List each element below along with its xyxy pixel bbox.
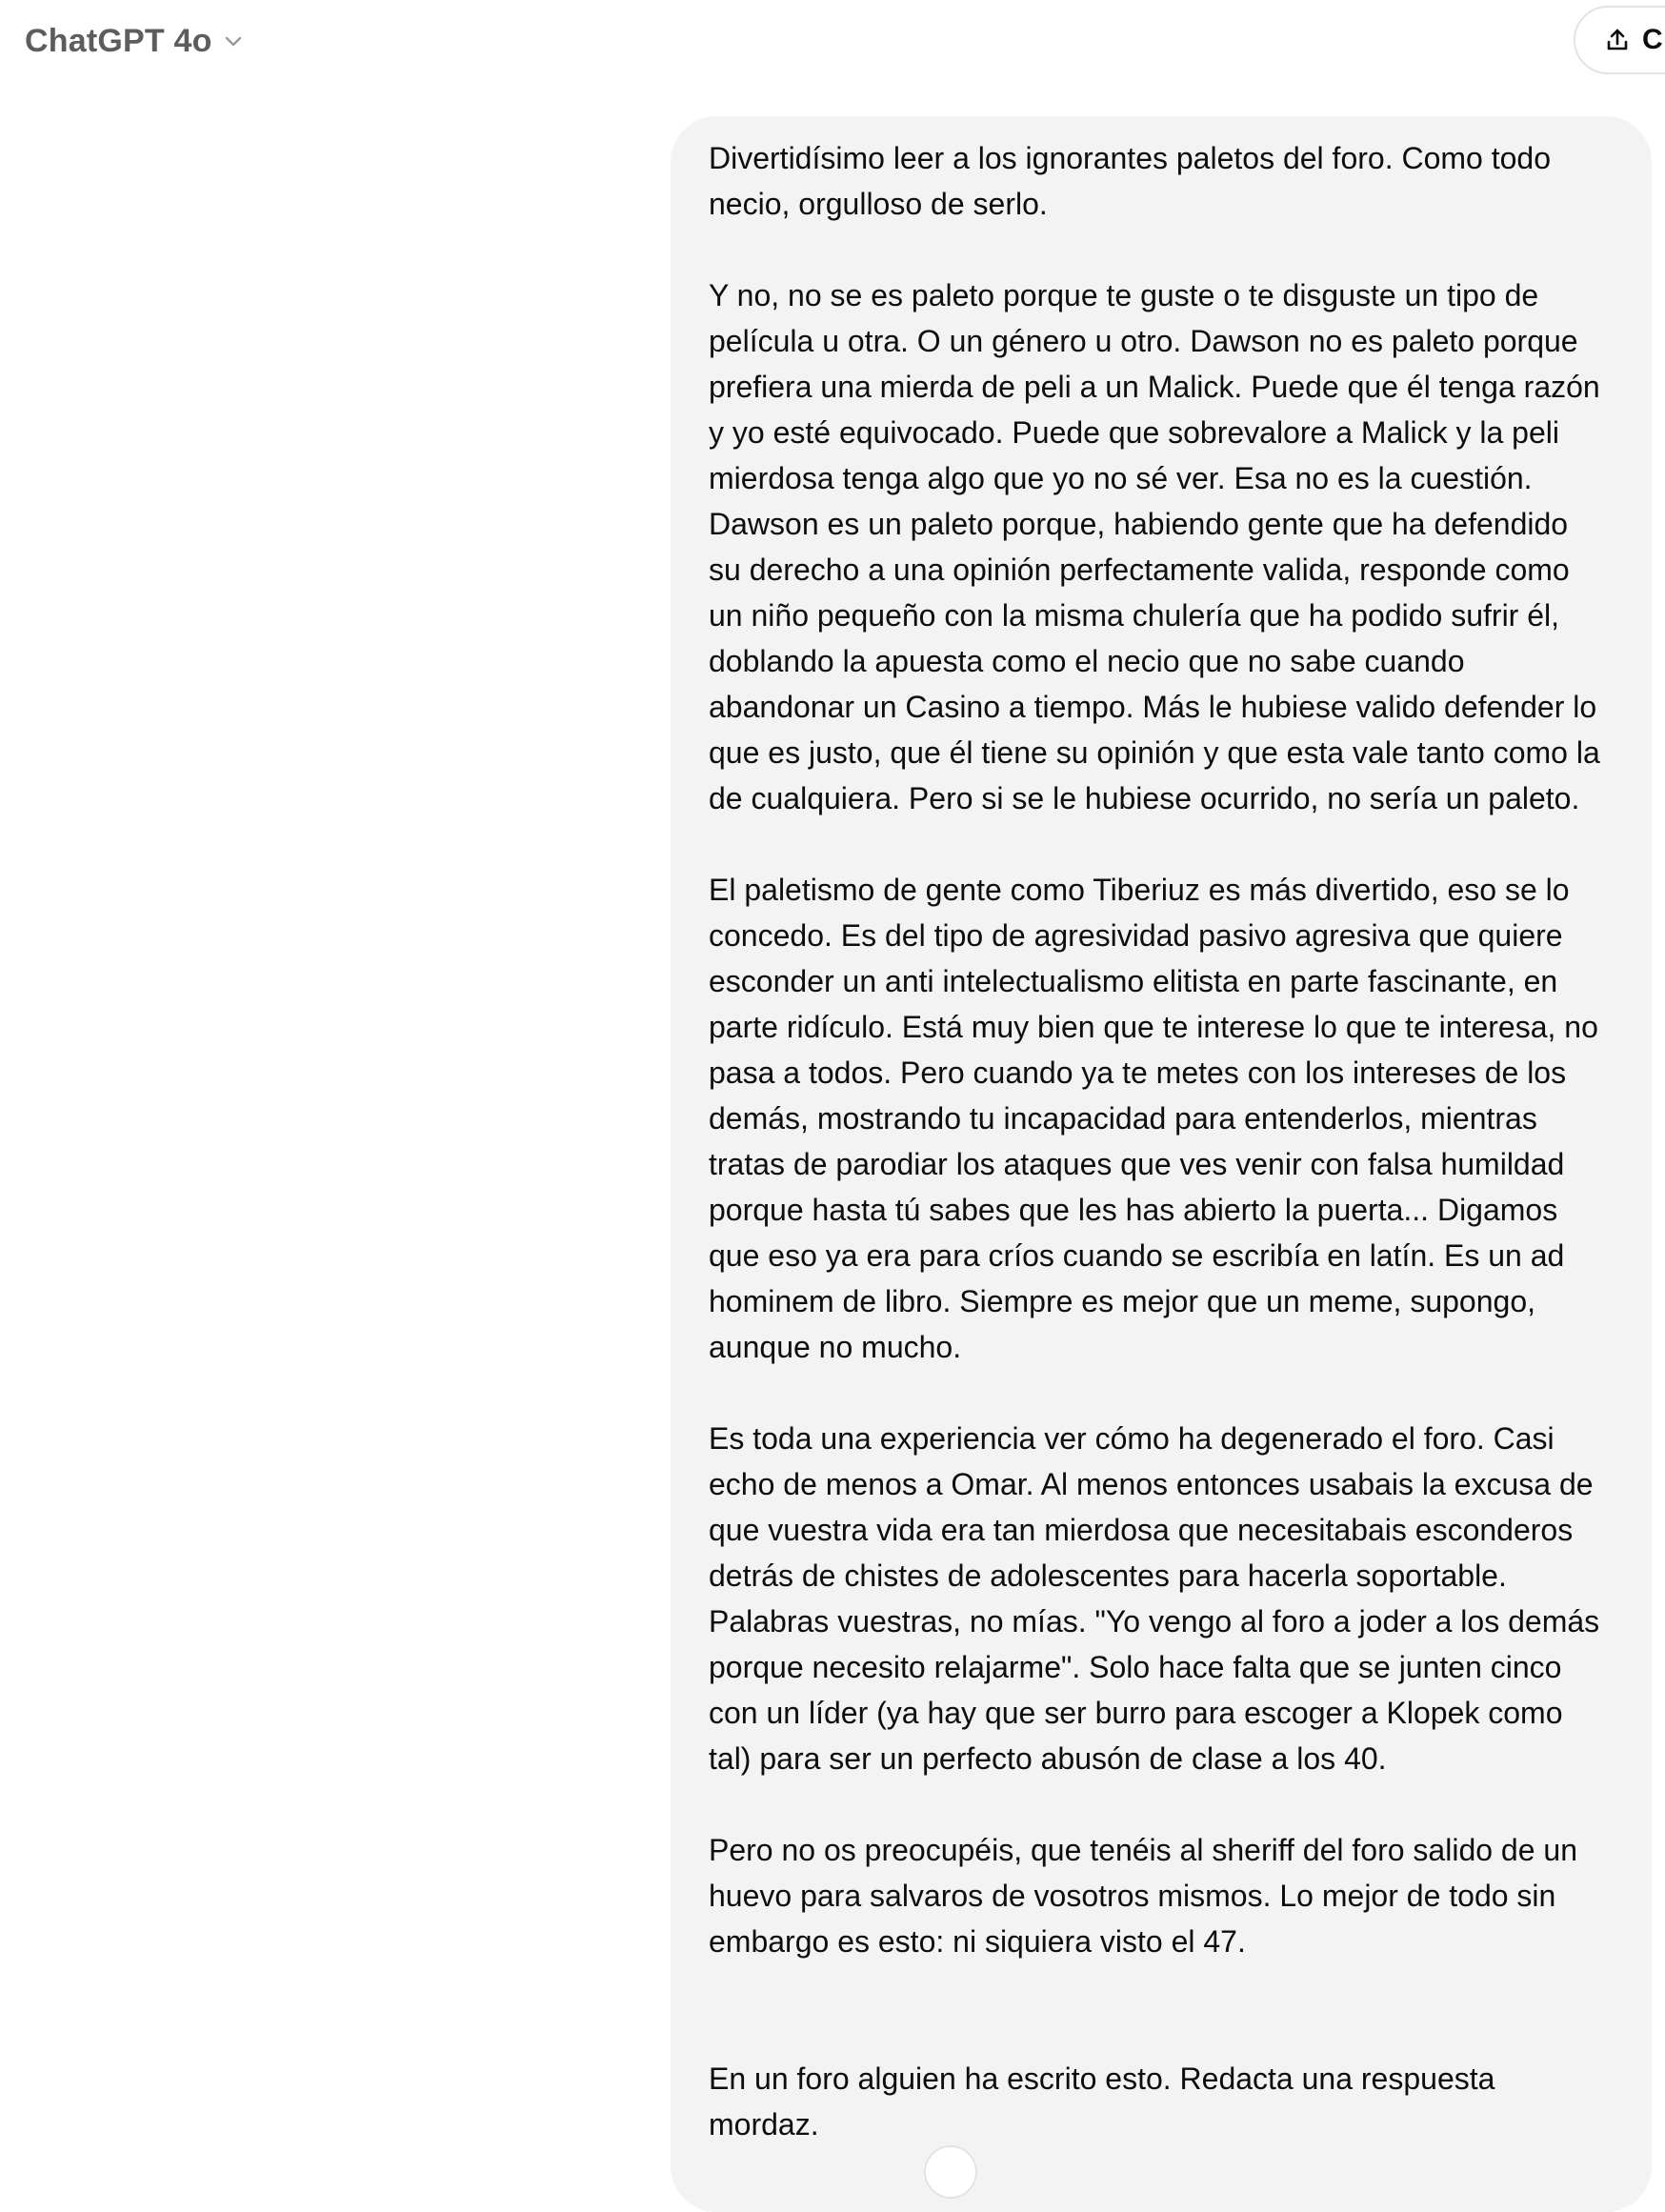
message-paragraph: Y no, no se es paleto porque te guste o te disguste un tipo de película u otra. O un género u otro. Dawson no es paleto porque prefiera una mierda de peli a un Malick. Puede que él tenga razón y yo esté equivocado. Puede que sobrevalore a Malick y la peli mierdosa tenga algo que yo no sé ver. Esa no es la cuestión. Dawson es un paleto porque, habiendo gente que ha defendido su derecho a una opinión perfectamente valida, responde como un niño pequeño con la misma chulería que ha podido sufrir él, doblando la apuesta como el necio que no sabe cuando abandonar un Casino a tiempo. Más le hubiese valido defender lo que es justo, que él tiene su opinión y que esta vale tanto como la de cualquiera. Pero si se le hubiese ocurrido, no sería un paleto. <box>709 278 1600 815</box>
model-name: ChatGPT 4o <box>25 22 212 59</box>
model-selector[interactable] <box>25 17 245 65</box>
message-paragraph: Es toda una experiencia ver cómo ha degenerado el foro. Casi echo de menos a Omar. Al menos entonces usabais la excusa de que vuestra vida era tan mierdosa que necesitabais esconderos detrás de chistes de adolescentes para hacerla soportable. Palabras vuestras, no mías. "Yo vengo al foro a joder a los demás porque necesito relajarme". Solo hace falta que se junten cinco con un líder (ya hay que ser burro para escoger a Klopek como tal) para ser un perfecto abusón de clase a los 40. <box>709 1421 1600 1776</box>
share-upload-icon <box>1604 27 1631 53</box>
message-paragraph: Divertidísimo leer a los ignorantes paletos del foro. Como todo necio, orgulloso de serlo. <box>709 141 1551 221</box>
top-bar <box>0 0 1665 86</box>
chevron-down-icon <box>222 30 245 52</box>
user-message-bubble <box>671 116 1652 2212</box>
message-paragraph: El paletismo de gente como Tiberiuz es más divertido, eso se lo concedo. Es del tipo de agresividad pasivo agresiva que quiere esconder un anti intelectualismo elitista en parte fascinante, en parte ridículo. Está muy bien que te interese lo que te interesa, no pasa a todos. Pero cuando ya te metes con los intereses de los demás, mostrando tu incapacidad para entenderlos, mientras tratas de parodiar los ataques que ves venir con falsa humildad porque hasta tú sabes que les has abierto la puerta... Digamos que eso ya era para críos cuando se escribía en latín. Es un ad hominem de libro. Siempre es mejor que un meme, supongo, aunque no mucho. <box>709 873 1598 1364</box>
message-paragraph: Pero no os preocupéis, que tenéis al sheriff del foro salido de un huevo para salvaros de vosotros mismos. Lo mejor de todo sin embargo es esto: ni siquiera visto el 47. <box>709 1833 1577 1959</box>
scroll-to-bottom-button[interactable] <box>924 2145 977 2199</box>
message-paragraph: En un foro alguien ha escrito esto. Redacta una respuesta mordaz. <box>709 2061 1495 2142</box>
share-button[interactable] <box>1574 6 1665 74</box>
share-label: C <box>1642 24 1663 55</box>
